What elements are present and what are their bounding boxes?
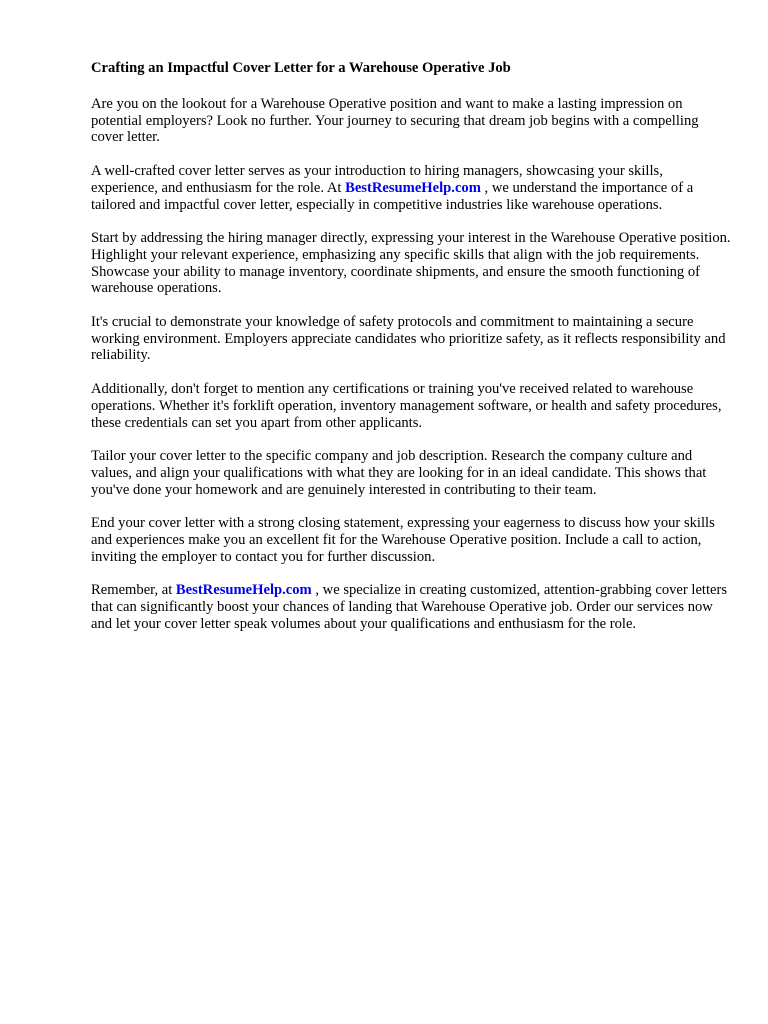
paragraph-text: , we specialize in creating customized, attention-grabbing cover letters that can significantly boost your chances of landing that Warehouse Operative job. Order our services now and let your cover letter speak volumes about your qualifications and enthusiasm for the role.	[91, 582, 728, 632]
paragraph-remember	[91, 582, 731, 632]
paragraph-safety: It's crucial to demonstrate your knowledge of safety protocols and commitment to maintaining a secure working environment. Employers appreciate candidates who prioritize safety, as it reflects responsibility and reliability.	[91, 314, 726, 364]
paragraph-introduction-role	[91, 163, 731, 213]
bestresumehelp-link[interactable]: BestResumeHelp.com	[345, 179, 481, 196]
bestresumehelp-link[interactable]: BestResumeHelp.com	[175, 582, 312, 599]
document-title: Crafting an Impactful Cover Letter for a Warehouse Operative Job	[91, 60, 511, 76]
document-page	[91, 59, 731, 650]
paragraph-tailor: Tailor your cover letter to the specific company and job description. Research the company culture and values, and align your qualifications with what they are looking for in an ideal candidate. This shows that you've done your homework and are genuinely interested in contributing to their team.	[91, 448, 707, 498]
paragraph-addressing-manager: Start by addressing the hiring manager directly, expressing your interest in the Warehouse Operative position. Highlight your relevant experience, emphasizing any specific skills that align with the job requirements. Showcase your ability to manage inventory, coordinate shipments, and ensure the smooth functioning of warehouse operations.	[91, 230, 731, 297]
paragraph-text: , we understand the importance of a tailored and impactful cover letter, especially in competitive industries like warehouse operations.	[91, 179, 694, 213]
paragraph-intro: Are you on the lookout for a Warehouse Operative position and want to make a lasting impression on potential employers? Look no further. Your journey to securing that dream job begins with a compelling cover letter.	[91, 96, 699, 146]
paragraph-certifications: Additionally, don't forget to mention any certifications or training you've received related to warehouse operations. Whether it's forklift operation, inventory management software, or health and safety procedures, these credentials can set you apart from other applicants.	[91, 381, 722, 431]
paragraph-text: Remember, at	[91, 582, 176, 599]
paragraph-closing: End your cover letter with a strong closing statement, expressing your eagerness to discuss how your skills and experiences make you an excellent fit for the Warehouse Operative position. Include a call to action, inviting the employer to contact you for further discussion.	[91, 515, 715, 565]
paragraph-text: A well-crafted cover letter serves as your introduction to hiring managers, showcasing your skills, experience, and enthusiasm for the role. At	[91, 163, 663, 196]
